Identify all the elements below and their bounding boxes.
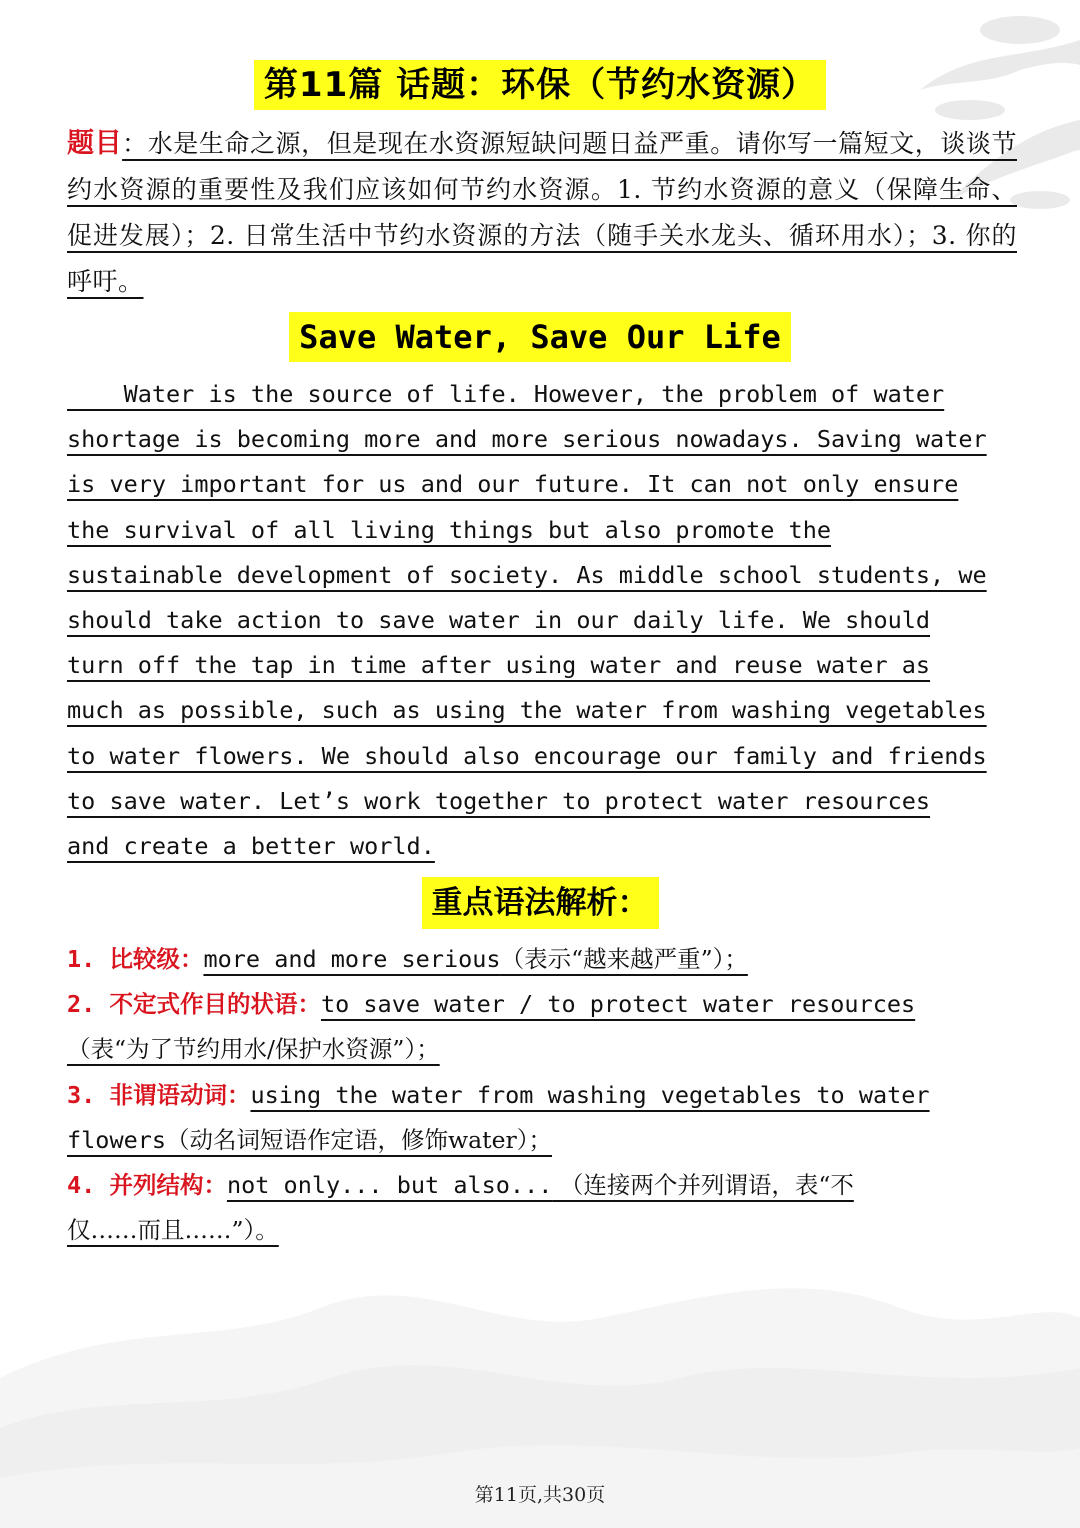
essay-line: is very important for us and our future. It can not only ensure (67, 470, 959, 499)
essay-line: to water flowers. We should also encourage our family and friends (67, 741, 987, 770)
grammar-title: 重点语法解析： (422, 877, 659, 929)
prompt-text: ：水是生命之源，但是现在水资源短缺问题日益严重。请你写一篇短文，谈谈节约水资源的重要性及我们应该如何节约水资源。1. 节约水资源的意义（保障生命、促进发展）；2. 日常生活中节约水资源的方法（随手关水龙头、循环用水）；3. 你的呼吁。 (67, 129, 1017, 296)
essay-line: shortage is becoming more and more serious nowadays. Saving water (67, 425, 987, 454)
prompt-label: 题目 (67, 128, 123, 159)
grammar-item: 2. 不定式作目的状语：to save water / to protect water resources (67, 990, 916, 1019)
essay-title-container (0, 312, 1080, 362)
page-footer: 第11页,共30页 (474, 1484, 606, 1506)
prompt-paragraph (67, 121, 1017, 305)
essay-title: Save Water, Save Our Life (289, 312, 791, 362)
grammar-item-cont: 仅……而且……”）。 (67, 1216, 279, 1245)
essay-line: and create a better world. (67, 832, 435, 861)
page-title: 第11篇 话题：环保（节约水资源） (254, 60, 826, 110)
essay-line: turn off the tap in time after using water and reuse water as (67, 651, 931, 680)
essay-line: should take action to save water in our daily life. We should (67, 606, 931, 635)
grammar-item: 3. 非谓语动词：using the water from washing vegetables to water (67, 1080, 930, 1109)
essay-line: the survival of all living things but also promote the (67, 515, 832, 544)
essay-line: to save water. Let’s work together to protect water resources (67, 786, 931, 815)
grammar-item-cont: （表“为了节约用水/保护水资源”）； (67, 1035, 440, 1064)
grammar-list (67, 937, 1012, 1253)
essay-body (67, 372, 1012, 869)
grammar-title-container (0, 877, 1080, 929)
essay-line: Water is the source of life. However, the problem of water (67, 380, 945, 408)
page-title-container (0, 60, 1080, 110)
grammar-item: 4. 并列结构：not only... but also... （连接两个并列谓语，表“不 (67, 1171, 854, 1200)
essay-line: much as possible, such as using the water from washing vegetables (67, 696, 987, 725)
grammar-item: 1. 比较级：more and more serious（表示“越来越严重”）； (67, 945, 748, 973)
essay-line: sustainable development of society. As middle school students, we (67, 560, 987, 589)
grammar-item-cont: flowers（动名词短语作定语，修饰water）； (67, 1125, 553, 1154)
